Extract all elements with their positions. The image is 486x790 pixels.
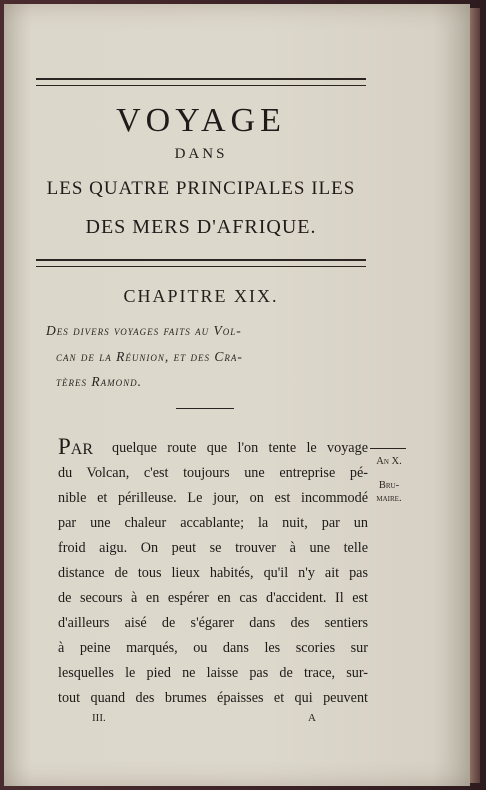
- title-separator-rule: [36, 259, 366, 267]
- margin-note-year: An X.: [376, 456, 402, 467]
- volume-number: III.: [92, 712, 106, 724]
- body-line: quelque route que l'on tente le voyage: [112, 440, 368, 456]
- body-line: du Volcan, c'est toujours une entreprise pé-: [58, 465, 368, 481]
- chapter-summary-line: Des divers voyages faits au Vol-: [46, 323, 242, 338]
- body-line: lesquelles le pied ne laisse pas de trace, sur-: [58, 665, 368, 681]
- title-line-iles: LES QUATRE PRINCIPALES ILES: [46, 178, 356, 199]
- chapter-summary-line: can de la Réunion, et des Cra-: [56, 349, 243, 364]
- chapter-heading: CHAPITRE XIX.: [123, 286, 279, 306]
- title-dans: DANS: [174, 146, 228, 162]
- body-line: d'ailleurs aisé de s'égarer dans des sentiers: [58, 615, 368, 631]
- margin-note-month-2: maire.: [376, 493, 402, 504]
- body-line: tout quand des brumes épaisses et qui peuvent: [58, 690, 368, 706]
- top-double-rule: [36, 78, 366, 86]
- page-edge: [470, 8, 480, 783]
- body-line: froid aigu. On peut se trouver à une telle: [58, 540, 368, 556]
- drop-cap: Par: [58, 434, 94, 459]
- book-title: VOYAGE: [116, 102, 286, 139]
- body-line: distance de tous lieux habités, qu'il n'y ait pas: [58, 565, 368, 581]
- body-line: par une chaleur accablante; la nuit, par un: [58, 515, 368, 531]
- title-line-mers: DES MERS D'AFRIQUE.: [85, 216, 317, 238]
- body-line: de secours à en espérer en cas d'accident. Il est: [58, 590, 368, 606]
- body-line: à peine marqués, ou dans les scories sur: [58, 640, 368, 656]
- signature-mark: A: [308, 712, 316, 724]
- margin-note-month-1: Bru-: [378, 480, 400, 491]
- chapter-short-rule: [176, 408, 234, 409]
- body-line: nible et périlleuse. Le jour, on est incommodé: [58, 490, 368, 506]
- margin-rule: [370, 448, 406, 449]
- chapter-summary-line: tères Ramond.: [56, 374, 142, 389]
